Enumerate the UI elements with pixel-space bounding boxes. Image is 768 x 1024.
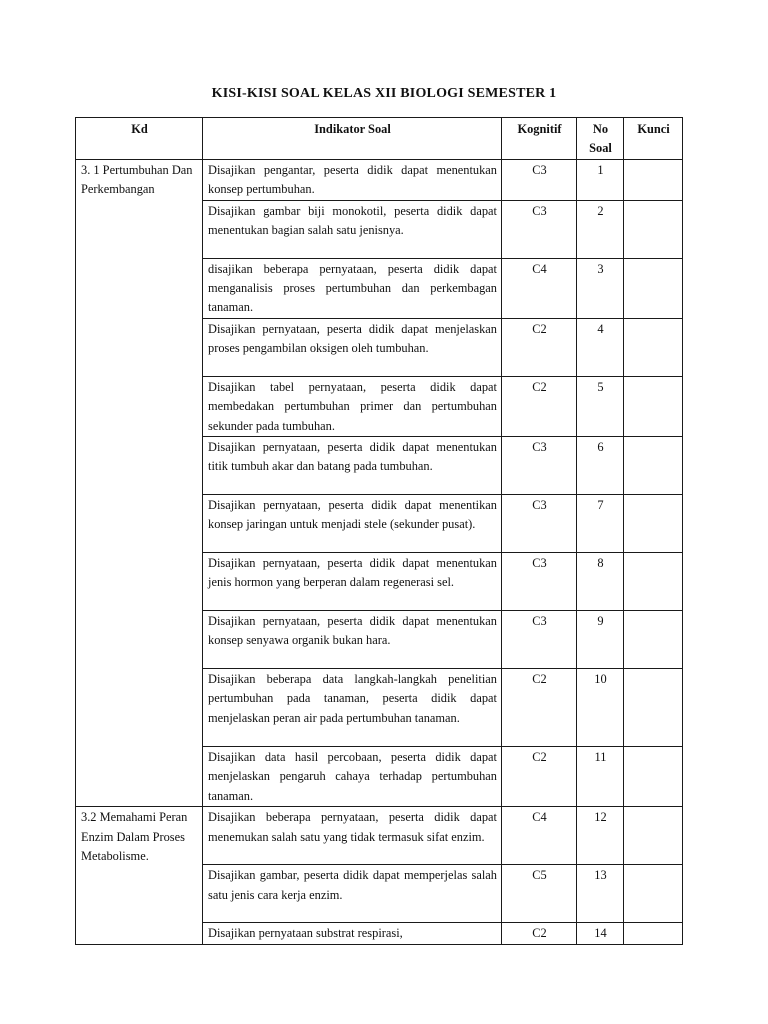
kunci-cell — [624, 747, 683, 807]
indikator-cell: Disajikan pernyataan, peserta didik dapat menentukan konsep senyawa organik bukan hara. — [203, 611, 502, 669]
header-row — [76, 118, 683, 160]
no-soal-cell: 13 — [577, 865, 624, 923]
no-soal-cell: 11 — [577, 747, 624, 807]
header-no-soal: No Soal — [577, 118, 624, 160]
kognitif-cell: C4 — [502, 258, 577, 318]
kunci-cell — [624, 318, 683, 376]
kunci-cell — [624, 200, 683, 258]
kunci-cell — [624, 669, 683, 747]
kognitif-cell: C3 — [502, 159, 577, 200]
kd-cell: 3.2 Memahami Peran Enzim Dalam Proses Metabolisme. — [76, 807, 203, 944]
kognitif-cell: C2 — [502, 376, 577, 436]
indikator-cell: Disajikan gambar biji monokotil, peserta didik dapat menentukan bagian salah satu jenisnya. — [203, 200, 502, 258]
kognitif-cell: C3 — [502, 200, 577, 258]
indikator-cell: Disajikan data hasil percobaan, peserta didik dapat menjelaskan pengaruh cahaya terhadap pertumbuhan tanaman. — [203, 747, 502, 807]
header-indikator-soal: Indikator Soal — [203, 118, 502, 160]
kunci-cell — [624, 376, 683, 436]
no-soal-cell: 10 — [577, 669, 624, 747]
header-kd: Kd — [76, 118, 203, 160]
kisi-kisi-table — [75, 117, 683, 945]
kunci-cell — [624, 495, 683, 553]
no-soal-cell: 5 — [577, 376, 624, 436]
no-soal-cell: 14 — [577, 923, 624, 944]
no-soal-cell: 3 — [577, 258, 624, 318]
indikator-cell: Disajikan pengantar, peserta didik dapat menentukan konsep pertumbuhan. — [203, 159, 502, 200]
kognitif-cell: C4 — [502, 807, 577, 865]
kognitif-cell: C2 — [502, 747, 577, 807]
indikator-cell: Disajikan gambar, peserta didik dapat memperjelas salah satu jenis cara kerja enzim. — [203, 865, 502, 923]
table-row — [76, 159, 683, 200]
kognitif-cell: C3 — [502, 495, 577, 553]
kognitif-cell: C2 — [502, 923, 577, 944]
indikator-cell: Disajikan beberapa pernyataan, peserta didik dapat menemukan salah satu yang tidak termasuk sifat enzim. — [203, 807, 502, 865]
no-soal-cell: 9 — [577, 611, 624, 669]
no-soal-cell: 1 — [577, 159, 624, 200]
kognitif-cell: C3 — [502, 437, 577, 495]
no-soal-cell: 8 — [577, 553, 624, 611]
kunci-cell — [624, 865, 683, 923]
indikator-cell: Disajikan pernyataan, peserta didik dapat menjelaskan proses pengambilan oksigen oleh tumbuhan. — [203, 318, 502, 376]
kd-cell: 3. 1 Pertumbuhan Dan Perkembangan — [76, 159, 203, 806]
no-soal-cell: 4 — [577, 318, 624, 376]
kunci-cell — [624, 807, 683, 865]
table-row — [76, 807, 683, 865]
kognitif-cell: C5 — [502, 865, 577, 923]
indikator-cell: Disajikan pernyataan, peserta didik dapat menentikan konsep jaringan untuk menjadi stele (sekunder pusat). — [203, 495, 502, 553]
kunci-cell — [624, 611, 683, 669]
indikator-cell: Disajikan pernyataan substrat respirasi, — [203, 923, 502, 944]
header-kunci: Kunci — [624, 118, 683, 160]
no-soal-cell: 7 — [577, 495, 624, 553]
kunci-cell — [624, 159, 683, 200]
document-title: KISI-KISI SOAL KELAS XII BIOLOGI SEMESTER 1 — [211, 86, 557, 101]
kunci-cell — [624, 923, 683, 944]
kunci-cell — [624, 258, 683, 318]
kognitif-cell: C3 — [502, 611, 577, 669]
kunci-cell — [624, 437, 683, 495]
indikator-cell: Disajikan pernyataan, peserta didik dapat menentukan titik tumbuh akar dan batang pada tumbuhan. — [203, 437, 502, 495]
no-soal-cell: 2 — [577, 200, 624, 258]
indikator-cell: Disajikan tabel pernyataan, peserta didik dapat membedakan pertumbuhan primer dan pertumbuhan sekunder pada tumbuhan. — [203, 376, 502, 436]
indikator-cell: Disajikan beberapa data langkah-langkah penelitian pertumbuhan pada tanaman, peserta didik dapat menjelaskan peran air pada pertumbuhan tanaman. — [203, 669, 502, 747]
kognitif-cell: C2 — [502, 669, 577, 747]
indikator-cell: disajikan beberapa pernyataan, peserta didik dapat menganalisis proses pertumbuhan dan perkembagan tanaman. — [203, 258, 502, 318]
indikator-cell: Disajikan pernyataan, peserta didik dapat menentukan jenis hormon yang berperan dalam regenerasi sel. — [203, 553, 502, 611]
kognitif-cell: C3 — [502, 553, 577, 611]
kunci-cell — [624, 553, 683, 611]
no-soal-cell: 6 — [577, 437, 624, 495]
no-soal-cell: 12 — [577, 807, 624, 865]
kognitif-cell: C2 — [502, 318, 577, 376]
header-kognitif: Kognitif — [502, 118, 577, 160]
